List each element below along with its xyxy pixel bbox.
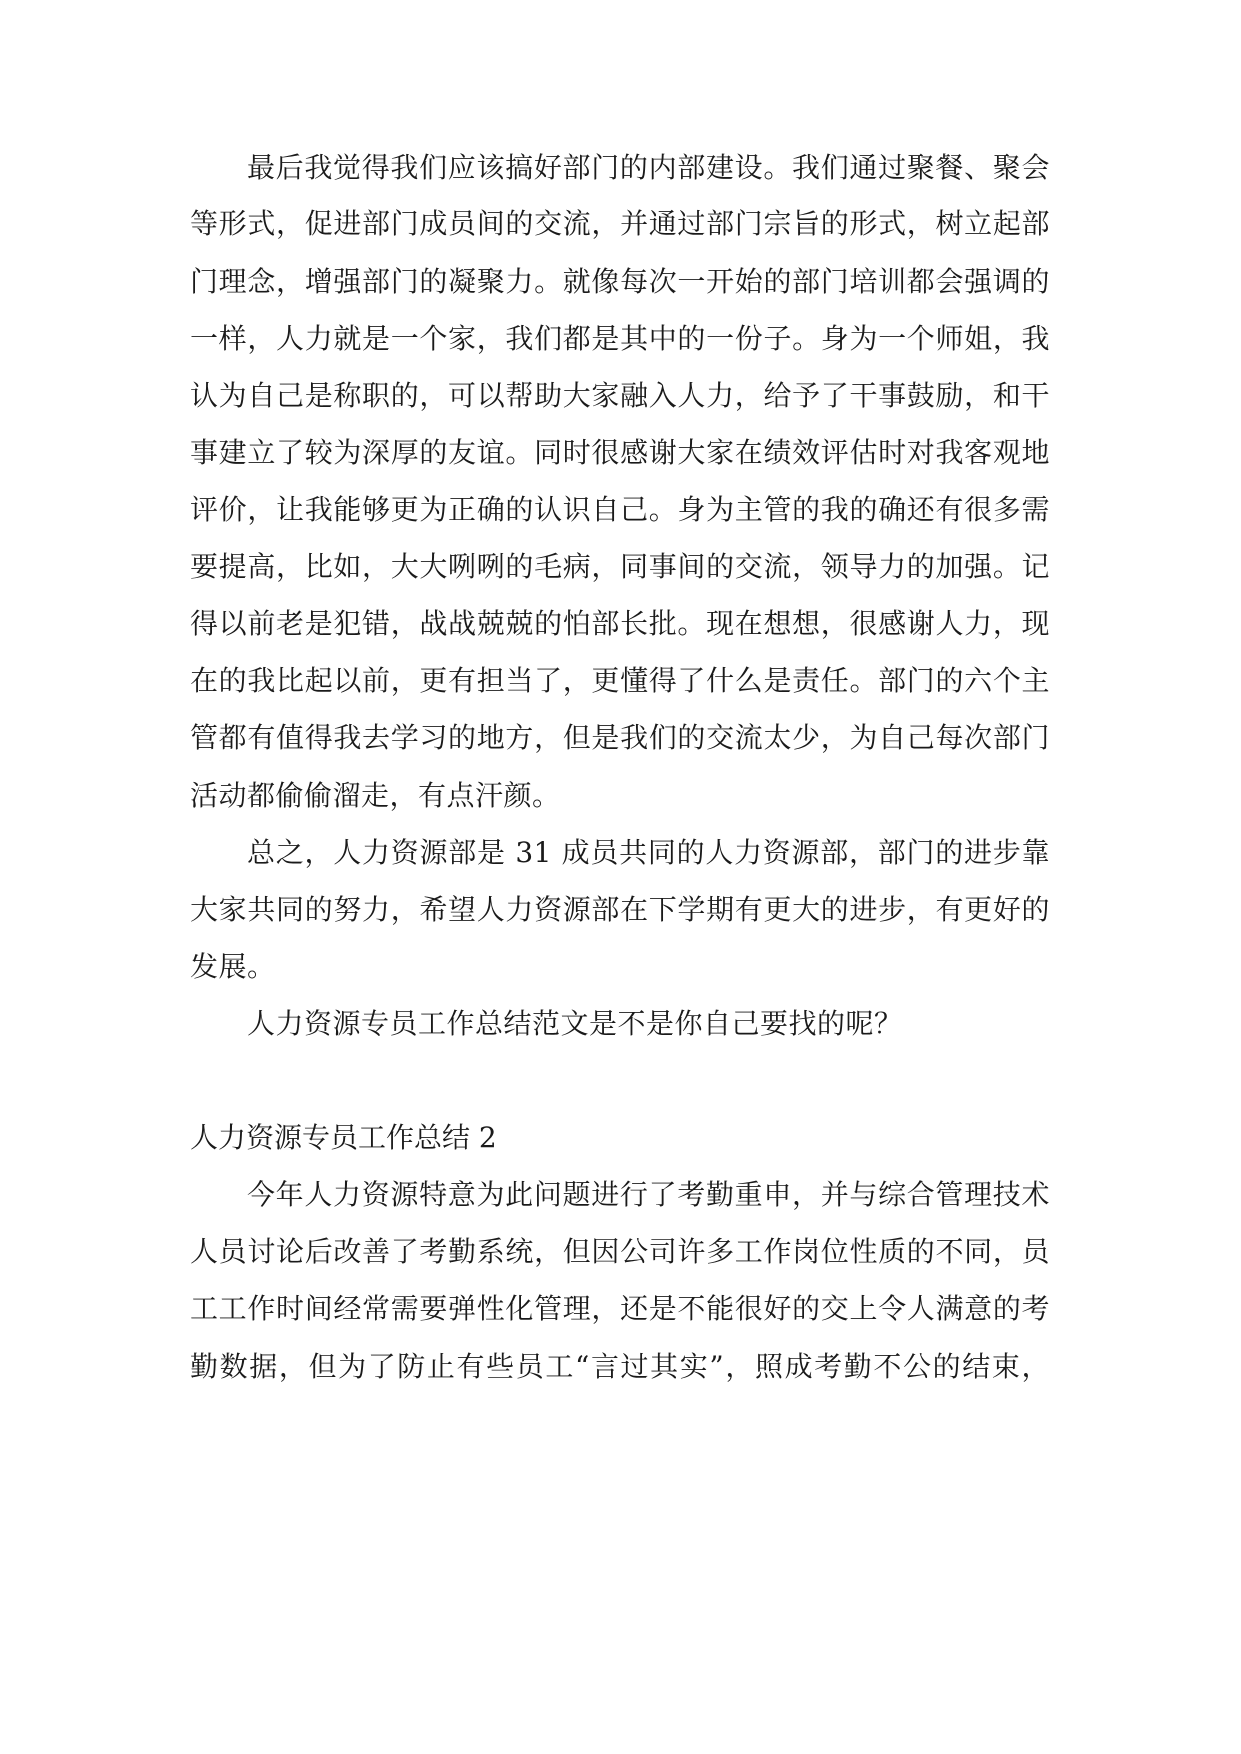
paragraph-1-line-6: 事建立了较为深厚的友谊。同时很感谢大家在绩效评估时对我客观地 [190, 436, 1050, 469]
paragraph-1-line-1: 最后我觉得我们应该搞好部门的内部建设。我们通过聚餐、聚会 [247, 151, 1050, 184]
paragraph-3-line-1: 人力资源专员工作总结范文是不是你自己要找的呢？ [247, 1007, 903, 1040]
paragraph-1-line-4: 一样，人力就是一个家，我们都是其中的一份子。身为一个师姐，我 [190, 322, 1050, 355]
paragraph-4-line-2: 人员讨论后改善了考勤系统，但因公司许多工作岗位性质的不同，员 [190, 1235, 1050, 1268]
paragraph-1-line-10: 在的我比起以前，更有担当了，更懂得了什么是责任。部门的六个主 [190, 664, 1050, 697]
paragraph-4-line-3: 工工作时间经常需要弹性化管理，还是不能很好的交上令人满意的考 [190, 1292, 1050, 1325]
paragraph-1-line-3: 门理念，增强部门的凝聚力。就像每次一开始的部门培训都会强调的 [190, 265, 1050, 298]
paragraph-1-line-8: 要提高，比如，大大咧咧的毛病，同事间的交流，领导力的加强。记 [190, 550, 1050, 583]
paragraph-2-line-3: 发展。 [190, 950, 276, 983]
paragraph-1-line-2: 等形式，促进部门成员间的交流，并通过部门宗旨的形式，树立起部 [190, 207, 1050, 240]
paragraph-2-line-1: 总之，人力资源部是 31 成员共同的人力资源部，部门的进步靠 [247, 836, 1050, 869]
paragraph-2-line-2: 大家共同的努力，希望人力资源部在下学期有更大的进步，有更好的 [190, 893, 1050, 926]
paragraph-4-line-1: 今年人力资源特意为此问题进行了考勤重申，并与综合管理技术 [247, 1178, 1050, 1211]
paragraph-4-line-4: 勤数据，但为了防止有些员工“言过其实”，照成考勤不公的结束， [190, 1350, 1050, 1383]
paragraph-1-line-11: 管都有值得我去学习的地方，但是我们的交流太少，为自己每次部门 [190, 721, 1050, 754]
paragraph-1-line-7: 评价，让我能够更为正确的认识自己。身为主管的我的确还有很多需 [190, 493, 1050, 526]
section-heading: 人力资源专员工作总结 2 [190, 1121, 497, 1154]
paragraph-1-line-9: 得以前老是犯错，战战兢兢的怕部长批。现在想想，很感谢人力，现 [190, 607, 1050, 640]
paragraph-1-line-5: 认为自己是称职的，可以帮助大家融入人力，给予了干事鼓励，和干 [190, 379, 1050, 412]
paragraph-1-line-12: 活动都偷偷溜走，有点汗颜。 [190, 779, 561, 812]
